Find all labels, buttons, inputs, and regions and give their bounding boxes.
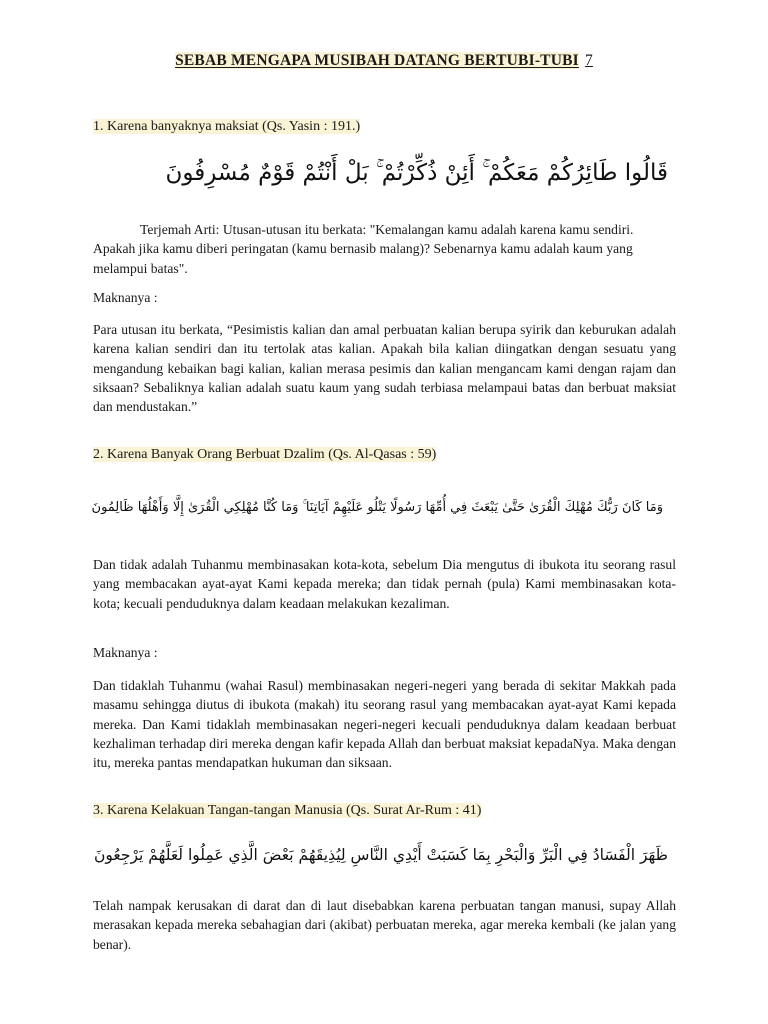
title-text: SEBAB MENGAPA MUSIBAH DATANG BERTUBI-TUBI	[175, 52, 579, 69]
section-2-heading: 2. Karena Banyak Orang Berbuat Dzalim (Qs. Al-Qasas : 59)	[93, 447, 437, 462]
page-title	[0, 52, 768, 70]
section-2-translation: Dan tidak adalah Tuhanmu membinasakan kota-kota, sebelum Dia mengutus di ibukota itu seorang rasul yang membacakan ayat-ayat Kami kepada mereka; dan tidak pernah (pula) Kami membinasakan kota-kota; kecuali penduduknya dalam keadaan melakukan kezaliman.	[93, 557, 676, 611]
section-3-translation: Telah nampak kerusakan di darat dan di laut disebabkan karena perbuatan tangan manusi, supay Allah merasakan kepada mereka sebahagian dari (akibat) perbuatan mereka, agar mereka kembali (ke jalan yang benar).	[93, 898, 676, 952]
section-2-meaning-label: Maknanya :	[93, 645, 158, 660]
section-1-heading: 1. Karena banyaknya maksiat (Qs. Yasin : 191.)	[93, 119, 361, 134]
section-1-translation: Terjemah Arti: Utusan-utusan itu berkata: "Kemalangan kamu adalah karena kamu sendiri. Apakah jika kamu diberi peringatan (kamu bernasib malang)? Sebenarnya kamu adalah kaum yang melampui batas".	[93, 222, 634, 276]
section-1-arabic-verse: قَالُوا طَائِرُكُمْ مَعَكُمْ ۚ أَئِنْ ذُكِّرْتُمْ ۚ بَلْ أَنْتُمْ قَوْمٌ مُسْرِفُونَ	[165, 160, 668, 186]
title-number: 7	[584, 52, 593, 69]
section-3-heading: 3. Karena Kelakuan Tangan-tangan Manusia (Qs. Surat Ar-Rum : 41)	[93, 803, 482, 818]
section-2-arabic-verse: وَمَا كَانَ رَبُّكَ مُهْلِكَ الْقُرَىٰ حَتَّىٰ يَبْعَثَ فِي أُمِّهَا رَسُولًا يَتْلُو عَلَيْهِمْ آيَاتِنَا ۚ وَمَا كُنَّا مُهْلِكِي الْقُرَىٰ إِلَّا وَأَهْلُهَا ظَالِمُونَ	[91, 500, 663, 515]
section-3-arabic-verse: ظَهَرَ الْفَسَادُ فِي الْبَرِّ وَالْبَحْرِ بِمَا كَسَبَتْ أَيْدِي النَّاسِ لِيُذِيقَهُمْ بَعْضَ الَّذِي عَمِلُوا لَعَلَّهُمْ يَرْجِعُونَ	[94, 846, 668, 864]
section-1-meaning: Para utusan itu berkata, “Pesimistis kalian dan amal perbuatan kalian berupa syirik dan keburukan adalah karena kalian sendiri dan itu tertolak atas kalian. Apakah bila kalian diingatkan dengan sesuatu yang mengandung kebaikan bagi kalian, kalian merasa pesimis dan kalian mengancam kami dengan rajam dan siksaan? Sebaliknya kalian adalah suatu kaum yang sudah terbiasa melampaui batas dan berbuat maksiat dan mendustakan.”	[93, 322, 676, 415]
section-2-meaning: Dan tidaklah Tuhanmu (wahai Rasul) membinasakan negeri-negeri yang berada di sekitar Makkah pada masamu sehingga diutus di ibukota (makah) itu seorang rasul yang membacakan ayat-ayat Kami kepada mereka. Dan Kami tidaklah membinasakan negeri-negeri kecuali penduduknya dalam keadaan berbuat kezhaliman terhadap diri mereka dengan kafir kepada Allah dan berbuat maksiat kepadaNya. Maka dengan itu, mereka pantas mendapatkan hukuman dan siksaan.	[93, 678, 676, 771]
section-1-meaning-label: Maknanya :	[93, 290, 158, 305]
